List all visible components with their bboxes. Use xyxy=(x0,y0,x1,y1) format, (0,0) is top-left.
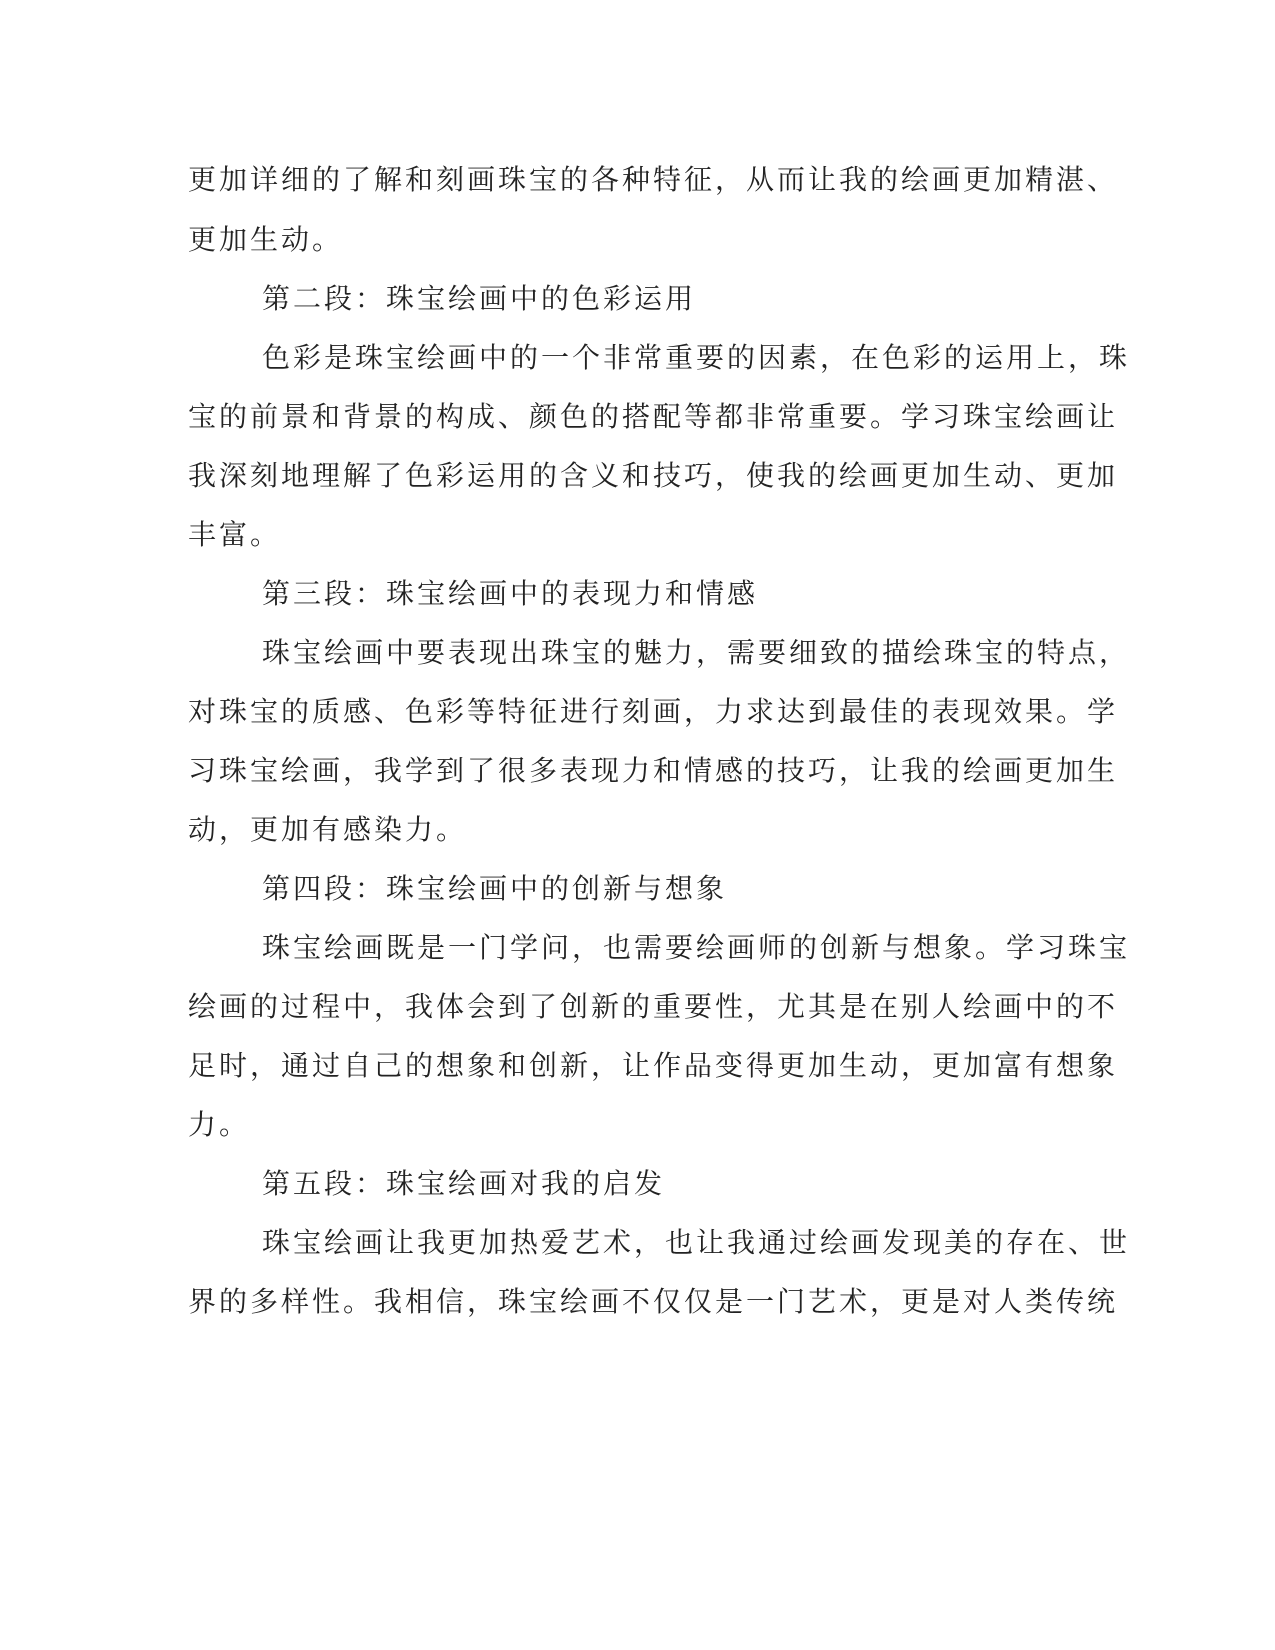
text-line: 宝的前景和背景的构成、颜色的搭配等都非常重要。学习珠宝绘画让 xyxy=(188,400,1119,433)
text-line: 足时，通过自己的想象和创新，让作品变得更加生动，更加富有想象 xyxy=(188,1049,1119,1082)
text-line: 我深刻地理解了色彩运用的含义和技巧，使我的绘画更加生动、更加 xyxy=(188,459,1119,492)
text-line: 珠宝绘画中要表现出珠宝的魅力，需要细致的描绘珠宝的特点， xyxy=(262,636,1131,669)
text-line: 更加详细的了解和刻画珠宝的各种特征，从而让我的绘画更加精湛、 xyxy=(188,163,1119,196)
section-heading: 第五段：珠宝绘画对我的启发 xyxy=(262,1167,666,1200)
text-line: 色彩是珠宝绘画中的一个非常重要的因素，在色彩的运用上，珠 xyxy=(262,341,1131,374)
text-line: 更加生动。 xyxy=(188,223,344,256)
text-line: 动，更加有感染力。 xyxy=(188,813,468,846)
text-line: 珠宝绘画既是一门学问，也需要绘画师的创新与想象。学习珠宝 xyxy=(262,931,1131,964)
section-heading: 第二段：珠宝绘画中的色彩运用 xyxy=(262,282,697,315)
text-line: 界的多样性。我相信，珠宝绘画不仅仅是一门艺术，更是对人类传统 xyxy=(188,1285,1119,1318)
text-line: 对珠宝的质感、色彩等特征进行刻画，力求达到最佳的表现效果。学 xyxy=(188,695,1119,728)
text-line: 丰富。 xyxy=(188,518,282,551)
text-line: 习珠宝绘画，我学到了很多表现力和情感的技巧，让我的绘画更加生 xyxy=(188,754,1119,787)
section-heading: 第三段：珠宝绘画中的表现力和情感 xyxy=(262,577,759,610)
section-heading: 第四段：珠宝绘画中的创新与想象 xyxy=(262,872,728,905)
text-line: 绘画的过程中，我体会到了创新的重要性，尤其是在别人绘画中的不 xyxy=(188,990,1119,1023)
text-line: 珠宝绘画让我更加热爱艺术，也让我通过绘画发现美的存在、世 xyxy=(262,1226,1131,1259)
text-line: 力。 xyxy=(188,1108,251,1141)
